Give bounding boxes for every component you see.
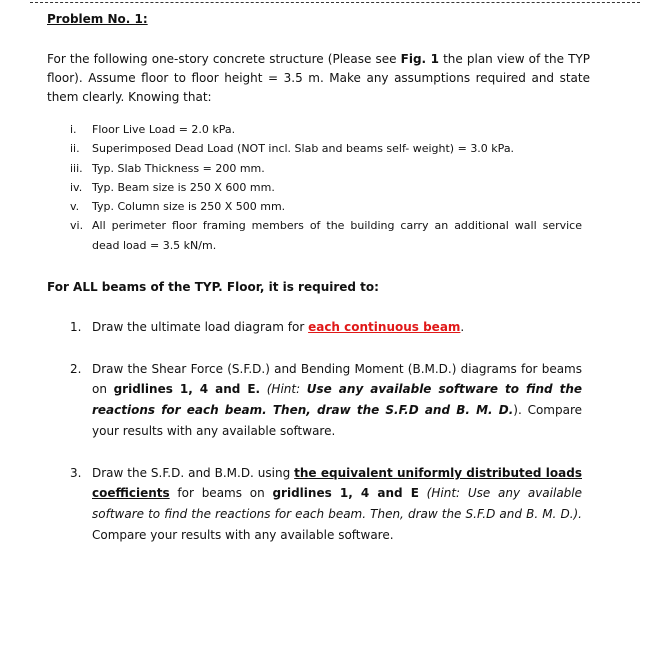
given-num: i.	[70, 123, 77, 136]
task-item-1	[70, 317, 582, 338]
given-list	[70, 120, 582, 255]
task-2-hint: Use any available software to find the reactions for each beam. Then, draw the S.F.D and B. M. D.	[92, 382, 583, 418]
task-3-text-f: Compare your results with any available software.	[92, 527, 394, 542]
given-num: ii.	[70, 142, 80, 156]
task-num: 3.	[70, 465, 82, 480]
given-text: Typ. Slab Thickness = 200 mm.	[92, 161, 265, 175]
given-text: All perimeter floor framing members of the building carry an additional wall service dead load = 3.5 kN/m.	[92, 219, 582, 252]
problem-title: Problem No. 1:	[47, 12, 148, 26]
given-num: iv.	[70, 180, 83, 194]
given-item	[70, 197, 582, 216]
task-text	[92, 317, 582, 338]
given-text: Superimposed Dead Load (NOT incl. Slab and beams self- weight) = 3.0 kPa.	[92, 142, 515, 156]
task-3-hint: (Hint: Use any available software to find the reactions for each beam. Then, draw the S.F.D and B. M. D.).	[92, 486, 583, 521]
task-num: 2.	[70, 361, 82, 376]
task-item-3	[70, 463, 582, 546]
task-text	[92, 463, 582, 546]
given-item	[70, 139, 582, 158]
task-3-text-a: Draw the S.F.D. and B.M.D. using	[92, 465, 295, 480]
task-1-text-a: Draw the ultimate load diagram for	[92, 320, 309, 334]
task-text	[92, 359, 582, 442]
given-item	[70, 178, 582, 197]
given-num: v.	[70, 200, 80, 214]
intro-paragraph	[47, 50, 590, 107]
intro-text-1: For the following one-story concrete structure (Please see	[47, 52, 401, 66]
each-continuous-beam-emphasis: each continuous beam	[308, 320, 461, 334]
task-2-hint-open: (Hint:	[260, 382, 307, 397]
intro-text-2: the plan view of the TYP floor). Assume floor to floor height = 3.5 m. Make any assumptions required and state them clearly. Knowing that:	[47, 52, 591, 104]
task-item-2	[70, 359, 582, 442]
task-3-coefficients: the equivalent uniformly distributed loads coefficients	[92, 465, 582, 501]
task-2-text-a: Draw the Shear Force (S.F.D.) and Bending Moment (B.M.D.) diagrams for beams on	[92, 361, 582, 397]
task-2-text-e: ). Compare your results with any available software.	[92, 403, 583, 438]
task-2-gridlines: gridlines 1, 4 and E.	[113, 382, 261, 397]
given-text: Typ. Beam size is 250 X 600 mm.	[92, 180, 275, 194]
given-item	[70, 159, 582, 178]
top-dashed-rule	[30, 2, 640, 3]
required-heading: For ALL beams of the TYP. Floor, it is required to:	[47, 280, 379, 294]
task-3-text-c: for beams on	[169, 486, 273, 501]
task-list	[70, 317, 582, 545]
task-1-text-c: .	[460, 320, 465, 334]
given-num: iii.	[70, 161, 83, 175]
given-text: Floor Live Load = 2.0 kPa.	[92, 123, 236, 136]
task-3-gridlines: gridlines 1, 4 and E	[272, 486, 419, 501]
given-num: vi.	[70, 219, 84, 233]
given-text: Typ. Column size is 250 X 500 mm.	[92, 200, 286, 214]
intro-fig-ref: Fig. 1	[400, 52, 439, 66]
given-item	[70, 216, 582, 255]
task-num: 1.	[70, 320, 82, 334]
given-item	[70, 120, 582, 139]
